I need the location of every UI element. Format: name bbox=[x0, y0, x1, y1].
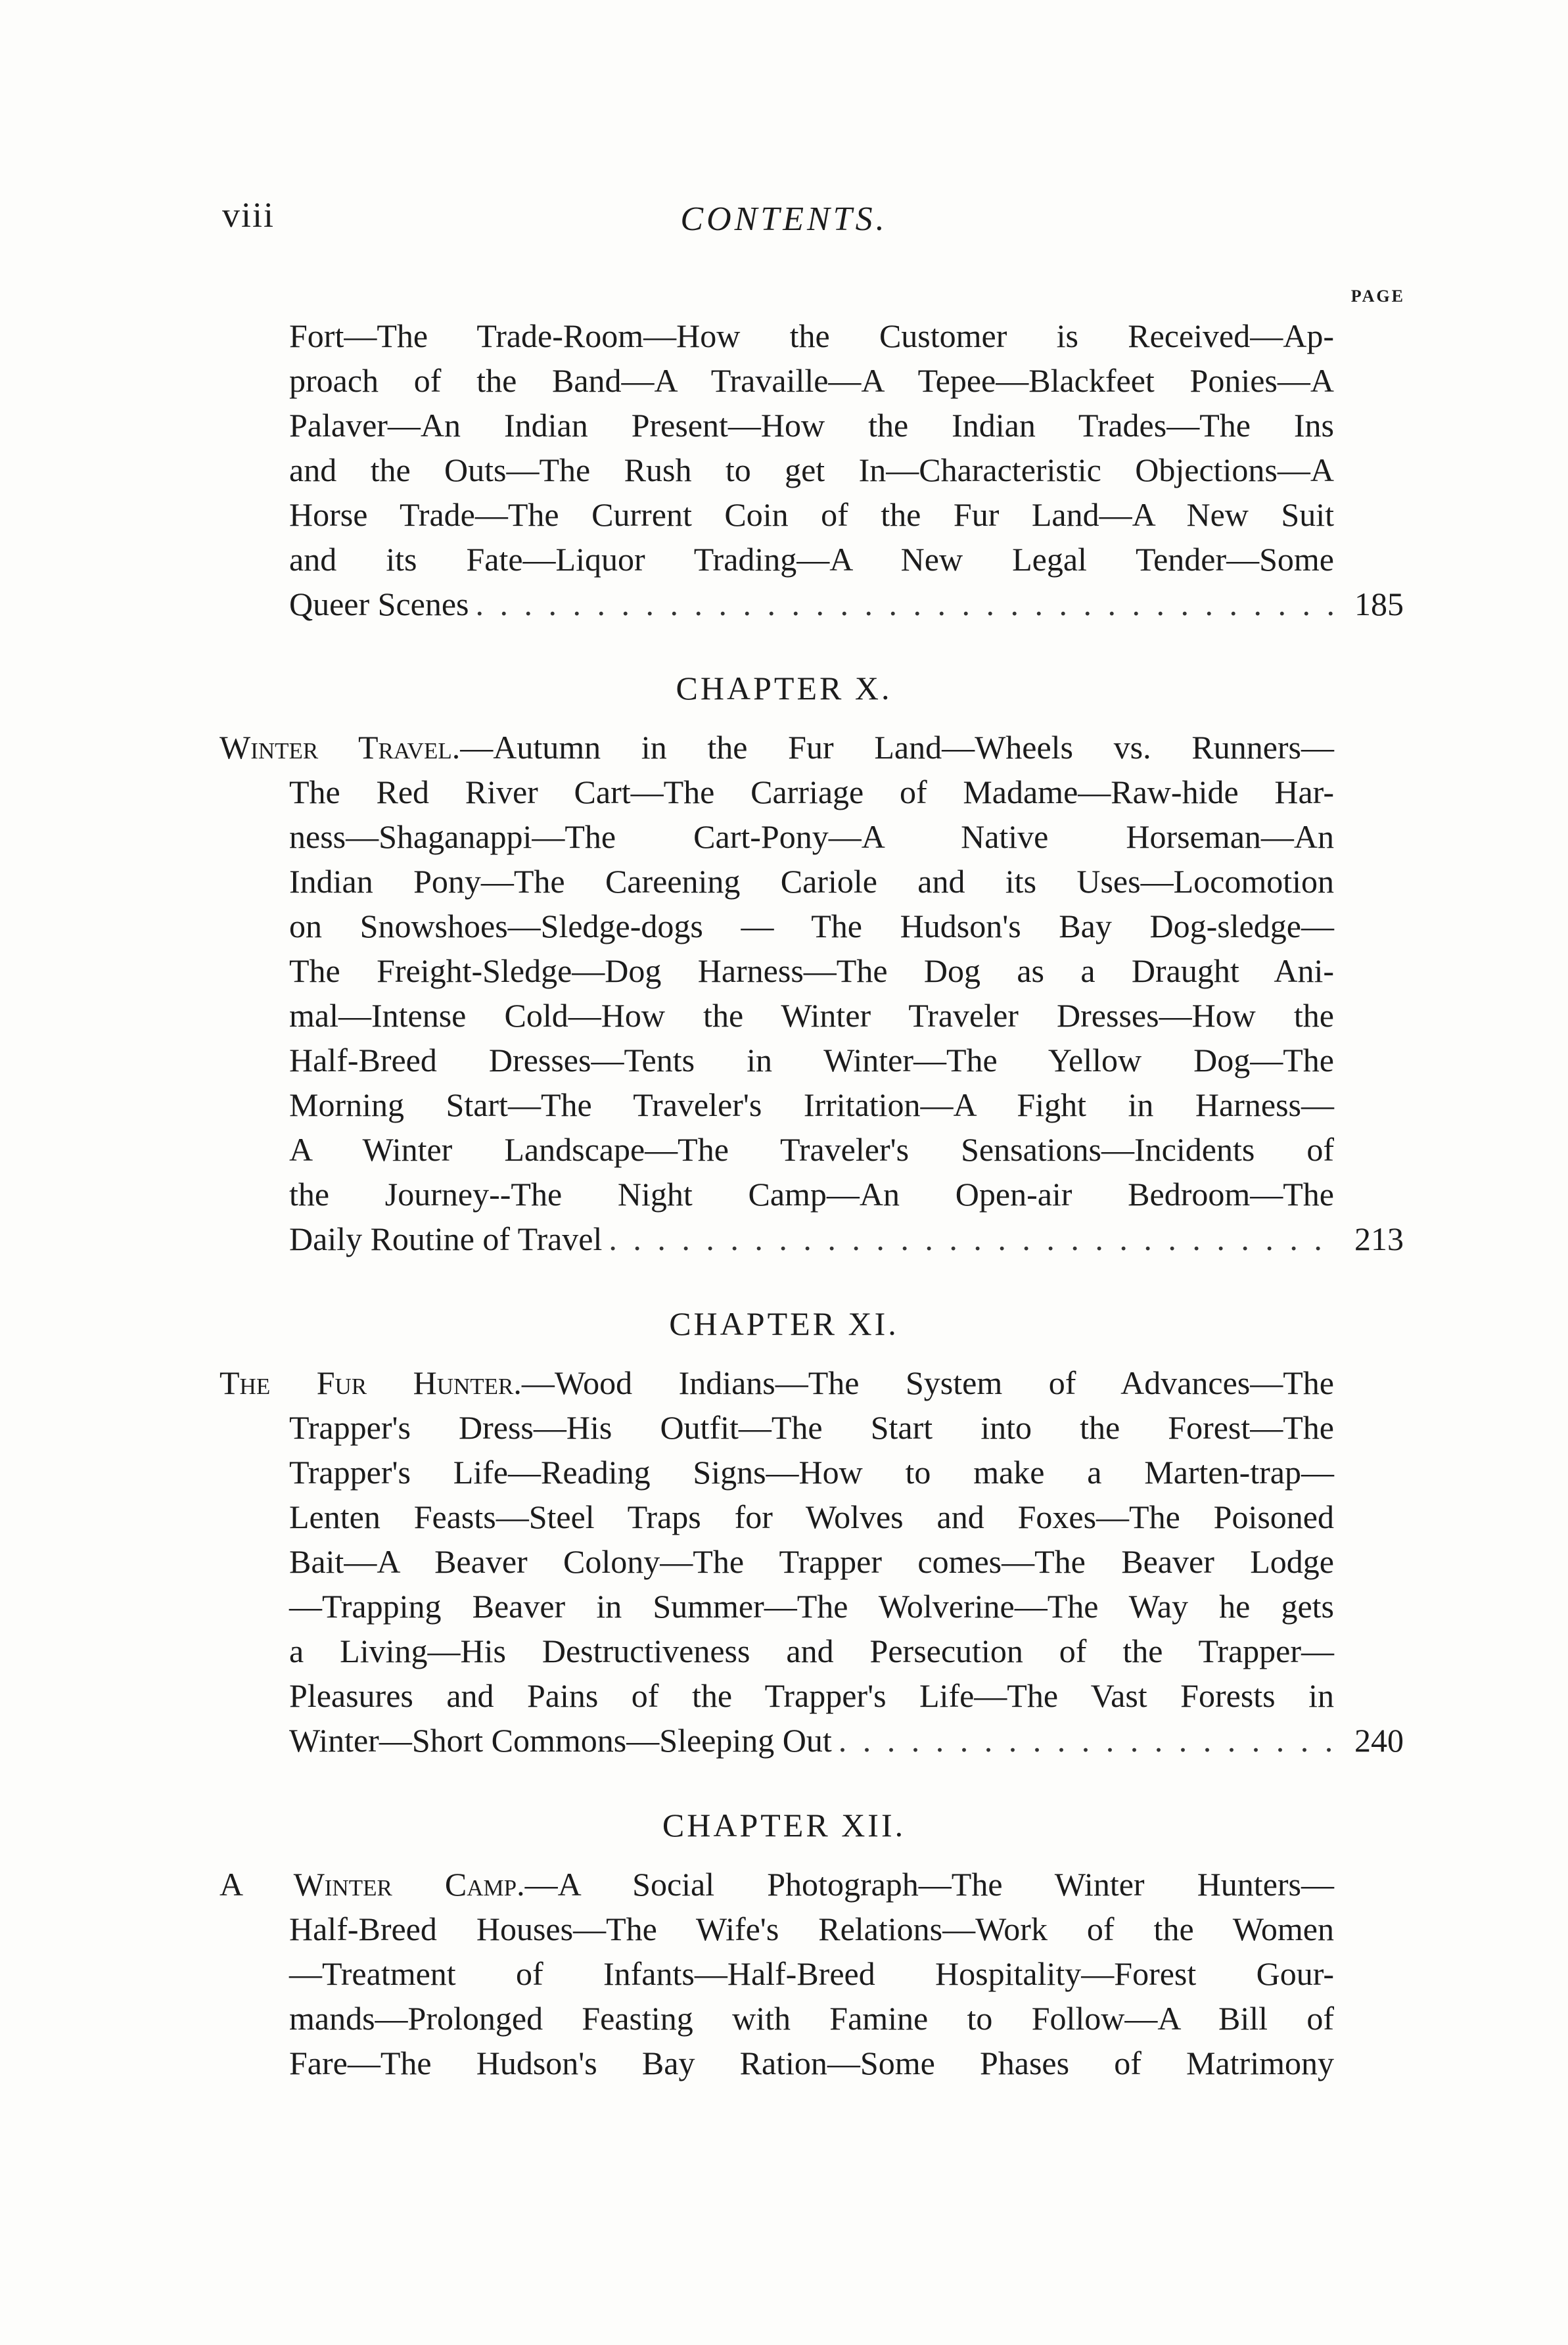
entry-line: Fort—The Trade-Room—How the Customer is Received—Ap- bbox=[289, 317, 1334, 354]
chapter-title: The Fur Hunter. bbox=[219, 1364, 522, 1401]
entry-line: Horse Trade—The Current Coin of the Fur Land—A New Suit bbox=[289, 496, 1334, 533]
entry-line: and its Fate—Liquor Trading—A New Legal Tender—Some bbox=[289, 541, 1334, 578]
entry-line: —Trapping Beaver in Summer—The Wolverine—The Way he gets bbox=[289, 1588, 1334, 1625]
entry-line: Trapper's Life—Reading Signs—How to make a Marten-trap— bbox=[289, 1454, 1334, 1491]
entry-line: mal—Intense Cold—How the Winter Traveler Dresses—How the bbox=[289, 997, 1334, 1034]
entry-line: Lenten Feasts—Steel Traps for Wolves and Foxes—The Poisoned bbox=[289, 1498, 1334, 1535]
dot-leader bbox=[609, 1217, 1334, 1261]
entry-first-line bbox=[219, 1862, 1334, 1907]
entry-line: The Red River Cart—The Carriage of Madame—Raw-hide Har- bbox=[289, 774, 1334, 810]
chapter-heading: CHAPTER XII. bbox=[662, 1807, 906, 1844]
chapter-title: A Winter Camp. bbox=[219, 1866, 525, 1903]
entry-line: Half-Breed Houses—The Wife's Relations—Work of the Women bbox=[289, 1911, 1334, 1947]
dot-leader bbox=[476, 582, 1335, 626]
entry-page-number: 240 bbox=[1354, 1722, 1404, 1759]
entry-first-line bbox=[219, 725, 1334, 770]
entry-last-text: Daily Routine of Travel bbox=[289, 1220, 603, 1257]
entry-line: on Snowshoes—Sledge-dogs — The Hudson's Bay Dog-sledge— bbox=[289, 908, 1334, 944]
entry-first-text: —Wood Indians—The System of Advances—The bbox=[521, 1364, 1334, 1401]
chapter-heading: CHAPTER X. bbox=[676, 670, 892, 707]
entry-first-text: —A Social Photograph—The Winter Hunters— bbox=[524, 1866, 1334, 1903]
entry-last-text: Winter—Short Commons—Sleeping Out bbox=[289, 1722, 832, 1759]
entry-first-text: —Autumn in the Fur Land—Wheels vs. Runners— bbox=[460, 729, 1334, 766]
dot-leader bbox=[839, 1718, 1334, 1763]
entry-line: Fare—The Hudson's Bay Ration—Some Phases of Matrimony bbox=[289, 2045, 1334, 2081]
entry-line: ness—Shaganappi—The Cart-Pony—A Native Horseman—An bbox=[289, 818, 1334, 855]
entry-page-number: 213 bbox=[1354, 1220, 1404, 1257]
entry-line: a Living—His Destructiveness and Persecution of the Trapper— bbox=[289, 1633, 1334, 1669]
entry-last-line bbox=[289, 1718, 1404, 1763]
entry-last-line bbox=[289, 582, 1404, 626]
entry-line: Palaver—An Indian Present—How the Indian Trades—The Ins bbox=[289, 407, 1334, 444]
chapter-title: Winter Travel. bbox=[219, 729, 461, 766]
entry-first-line bbox=[219, 1360, 1334, 1405]
entry-last-line bbox=[289, 1217, 1404, 1261]
entry-line: —Treatment of Infants—Half-Breed Hospitality—Forest Gour- bbox=[289, 1955, 1334, 1992]
entry-line: the Journey--The Night Camp—An Open-air Bedroom—The bbox=[289, 1176, 1334, 1213]
entry-last-text: Queer Scenes bbox=[289, 586, 469, 622]
entry-line: The Freight-Sledge—Dog Harness—The Dog as a Draught Ani- bbox=[289, 952, 1334, 989]
entry-line: Half-Breed Dresses—Tents in Winter—The Yellow Dog—The bbox=[289, 1042, 1334, 1079]
entry-line: Pleasures and Pains of the Trapper's Life—The Vast Forests in bbox=[289, 1677, 1334, 1714]
entry-line: proach of the Band—A Travaille—A Tepee—Blackfeet Ponies—A bbox=[289, 362, 1334, 399]
entry-line: and the Outs—The Rush to get In—Characteristic Objections—A bbox=[289, 452, 1334, 488]
entry-line: mands—Prolonged Feasting with Famine to Follow—A Bill of bbox=[289, 2000, 1334, 2037]
running-head: CONTENTS. bbox=[680, 200, 888, 238]
entry-line: Bait—A Beaver Colony—The Trapper comes—The Beaver Lodge bbox=[289, 1543, 1334, 1580]
chapter-heading: CHAPTER XI. bbox=[669, 1305, 899, 1342]
page-column-label: PAGE bbox=[1350, 287, 1405, 306]
entry-line: A Winter Landscape—The Traveler's Sensations—Incidents of bbox=[289, 1131, 1334, 1168]
entry-line: Trapper's Dress—His Outfit—The Start into the Forest—The bbox=[289, 1409, 1334, 1446]
page-number: viii bbox=[222, 195, 275, 235]
entry-line: Indian Pony—The Careening Cariole and its Uses—Locomotion bbox=[289, 863, 1334, 900]
entry-page-number: 185 bbox=[1354, 586, 1404, 622]
entry-line: Morning Start—The Traveler's Irritation—A Fight in Harness— bbox=[289, 1086, 1334, 1123]
